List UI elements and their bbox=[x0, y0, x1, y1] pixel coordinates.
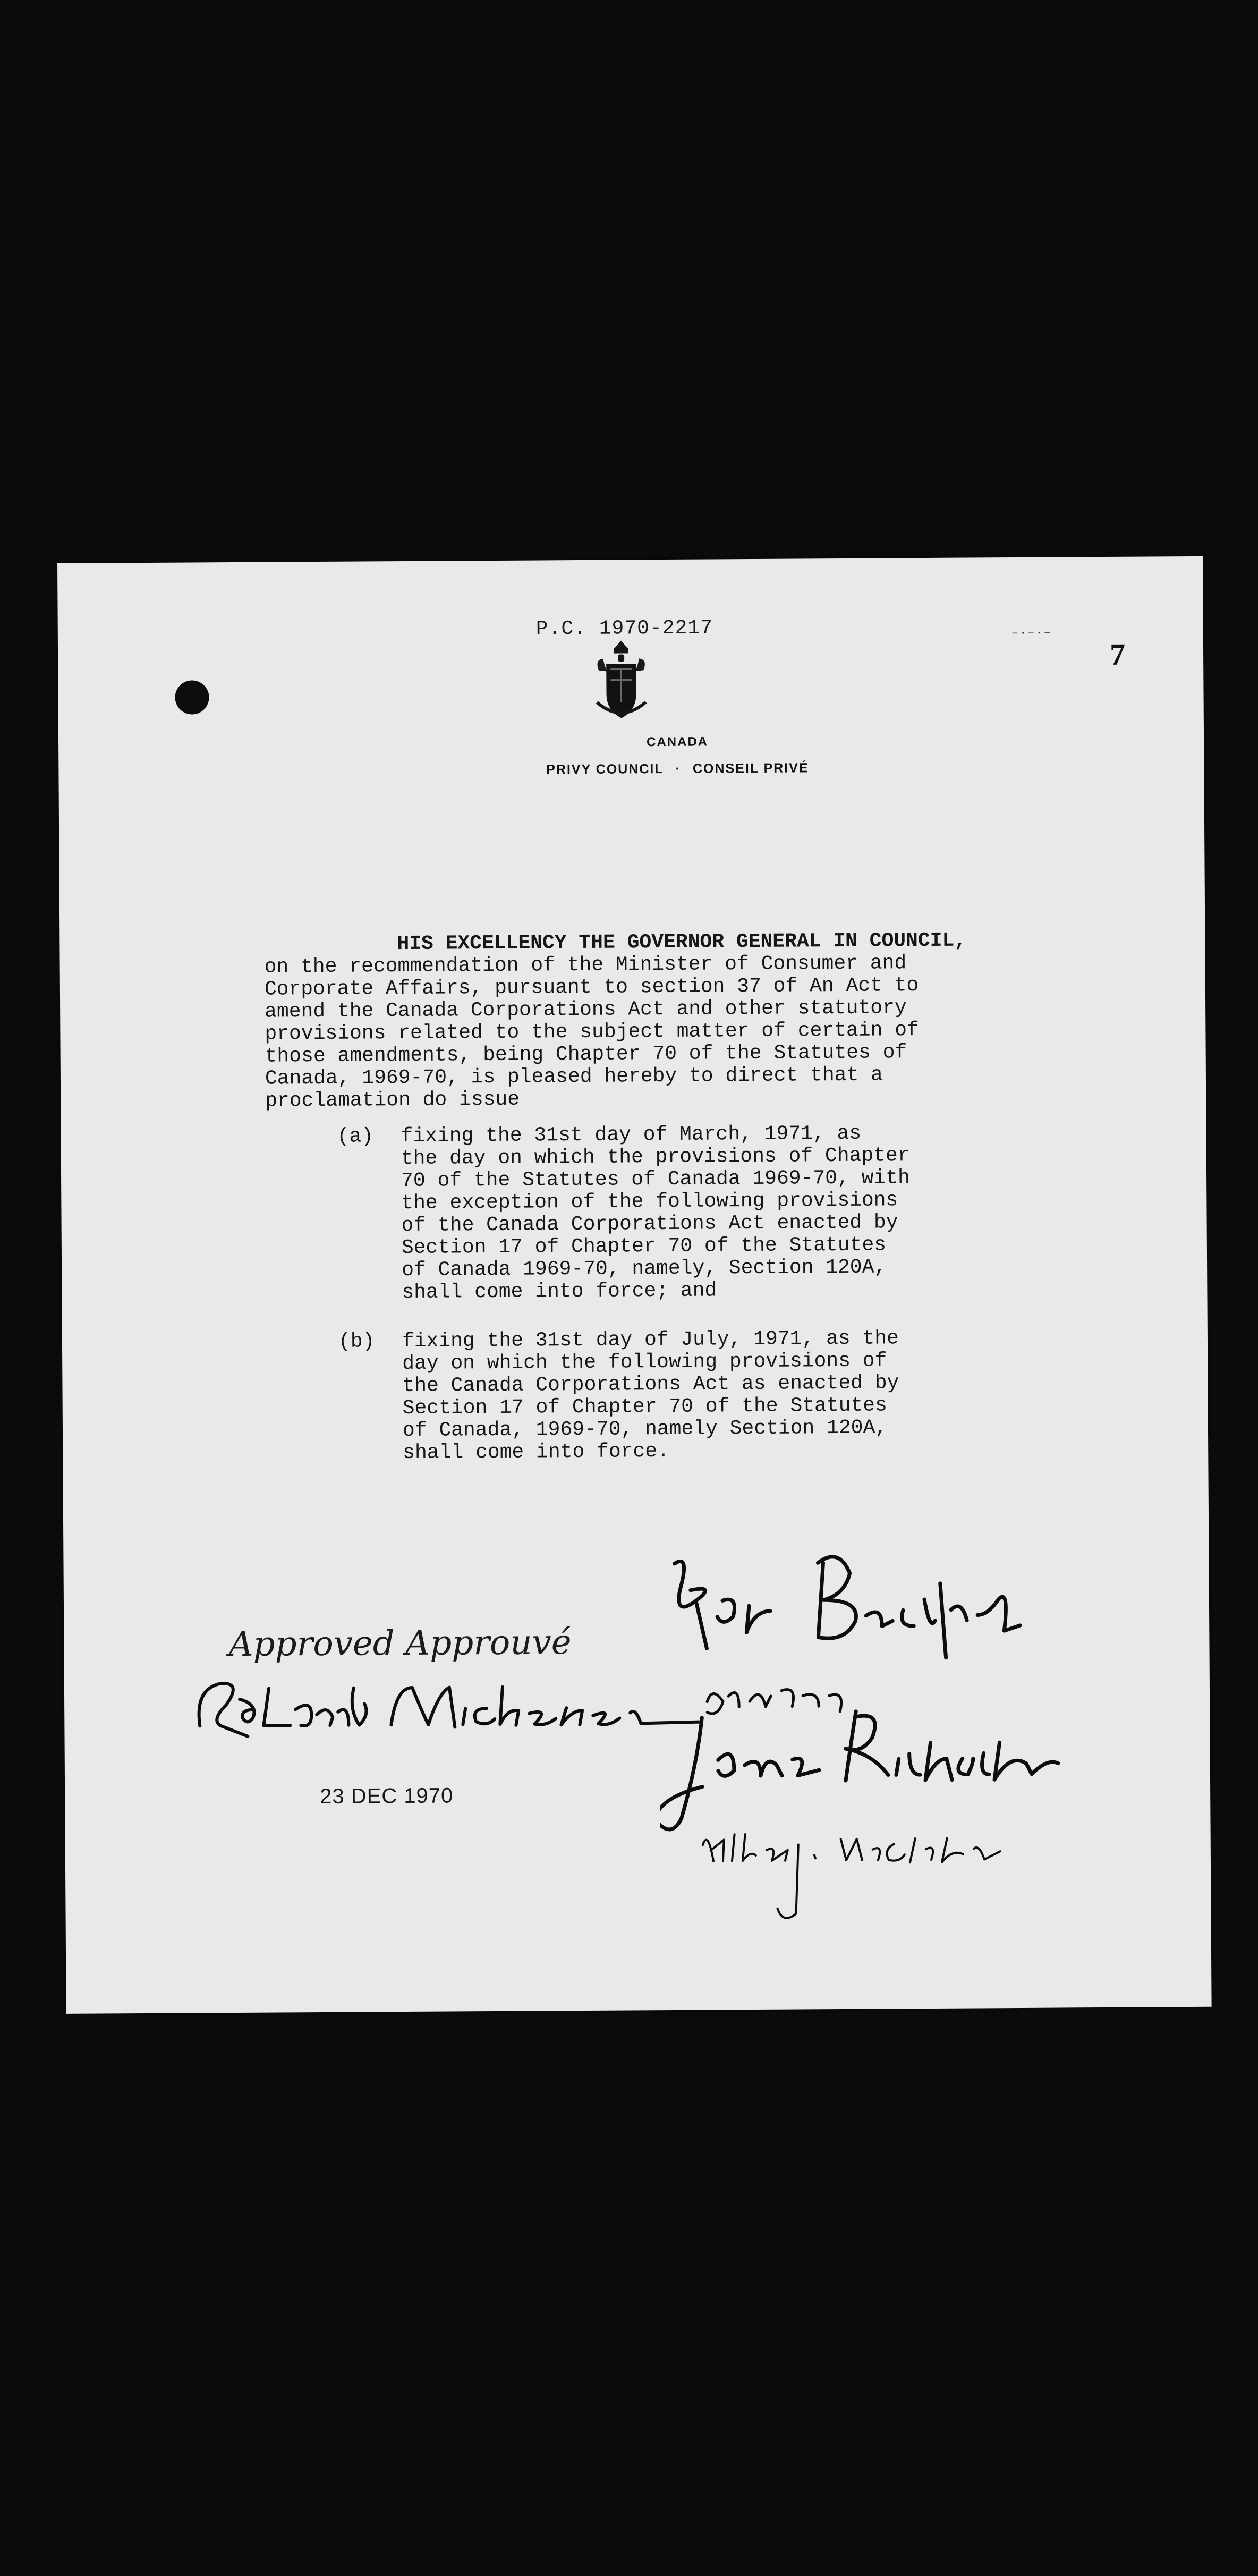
clause-label: (b) bbox=[338, 1330, 375, 1353]
letterhead-council bbox=[58, 758, 1258, 781]
clause-text: fixing the 31st day of March, 1971, as the day on which the provisions of Chapter 70 of the Statutes of Canada 1969-70, with the exception of the following provisions of the Canada Corporations Act enacted by Section 17 of Chapter 70 of the Statutes of Canada 1969-70, namely, Section 120A, shall come into force; and bbox=[401, 1122, 910, 1304]
body-line: provisions related to the subject matter of certain of bbox=[265, 1019, 919, 1046]
body-line: Corporate Affairs, pursuant to section 37 of An Act to bbox=[264, 974, 919, 1001]
punch-hole bbox=[175, 680, 209, 714]
document-page bbox=[57, 556, 1212, 2014]
council-en: PRIVY COUNCIL bbox=[546, 761, 664, 777]
page-number: 7 bbox=[1109, 637, 1126, 672]
pc-number: P.C. 1970-2217 bbox=[536, 616, 713, 641]
clause-text: fixing the 31st day of July, 1971, as the day on which the following provisions of the Canada Corporations Act as enacted by Section 17 of Chapter 70 of the Statutes of Canada, 1969-70, namely Section 120A, shall come into force. bbox=[402, 1327, 899, 1465]
order-body bbox=[264, 929, 1062, 1112]
body-line: proclamation do issue bbox=[265, 1088, 520, 1113]
governor-signature bbox=[189, 1665, 710, 1753]
approved-stamp: Approved Approuvé bbox=[228, 1623, 572, 1665]
coat-of-arms-icon bbox=[589, 638, 653, 724]
body-line: amend the Canada Corporations Act and other statutory bbox=[265, 996, 907, 1023]
body-line: Canada, 1969-70, is pleased hereby to direct that a bbox=[265, 1063, 883, 1090]
council-fr: CONSEIL PRIVÉ bbox=[692, 760, 809, 776]
date-stamp: 23 DEC 1970 bbox=[320, 1784, 454, 1809]
body-line: those amendments, being Chapter 70 of the Statutes of bbox=[265, 1041, 907, 1068]
order-heading: HIS EXCELLENCY THE GOVERNOR GENERAL IN COUNCIL, bbox=[397, 929, 967, 956]
clause-label: (a) bbox=[337, 1125, 374, 1148]
council-separator: · bbox=[675, 761, 682, 776]
body-line: on the recommendation of the Minister of Consumer and bbox=[264, 952, 907, 979]
minister-signatures bbox=[658, 1540, 1128, 1946]
letterhead-country: CANADA bbox=[646, 734, 709, 750]
page-mark: –·–·– bbox=[1011, 626, 1052, 640]
